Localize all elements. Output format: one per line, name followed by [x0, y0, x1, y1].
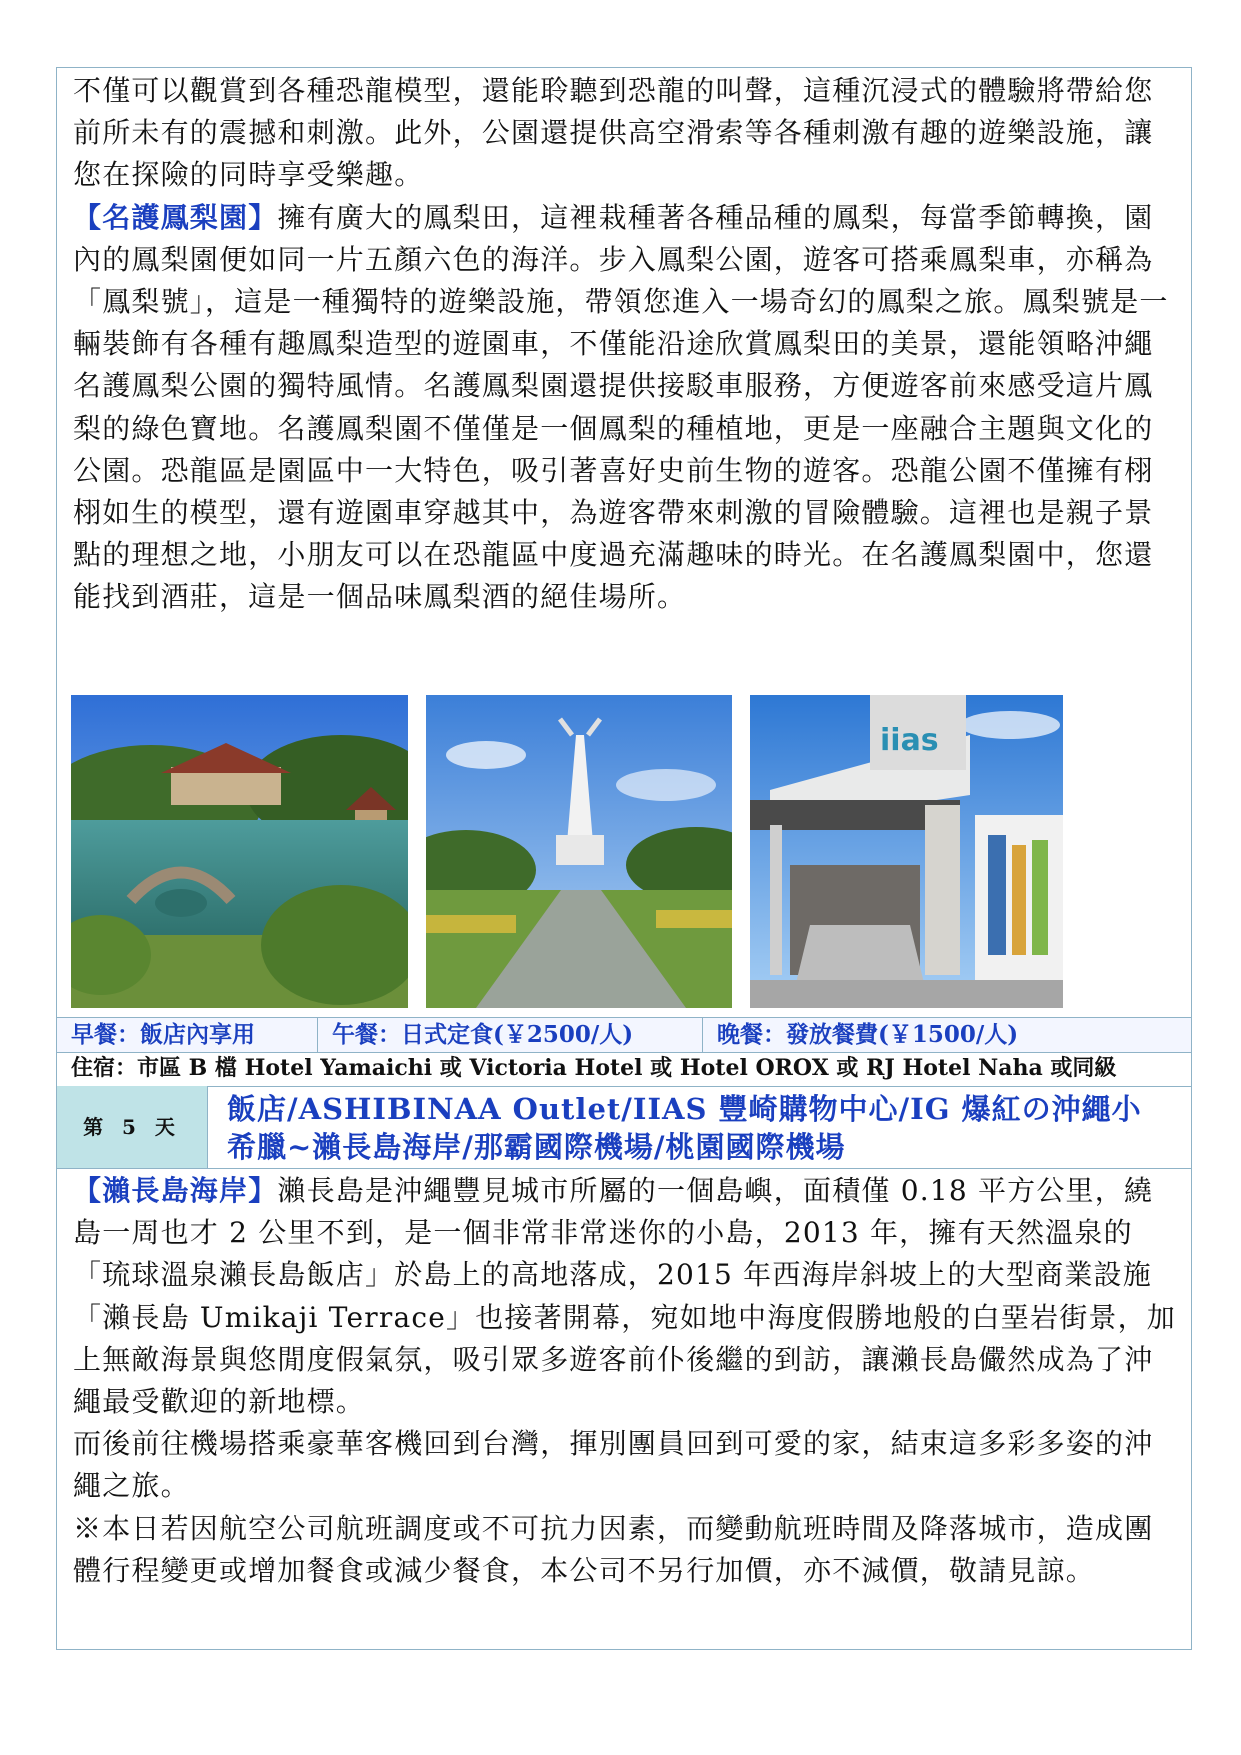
breakfast-cell: 早餐：飯店內享用	[71, 1021, 255, 1048]
day-label: 第 5 天	[57, 1086, 208, 1168]
day-route: 飯店/ASHIBINAA Outlet/IIAS 豐崎購物中心/IG 爆紅の沖繩小希臘~瀨長島海岸/那霸國際機場/桃園國際機場	[227, 1092, 1142, 1164]
itinerary-page	[56, 67, 1192, 1650]
lunch-cell: 午餐：日式定食(￥2500/人)	[317, 1018, 702, 1052]
bottom-text	[73, 1170, 1177, 1592]
intro-paragraph: 不僅可以觀賞到各種恐龍模型，還能聆聽到恐龍的叫聲，這種沉浸式的體驗將帶給您前所未有的震撼和刺激。此外，公園還提供高空滑索等各種刺激有趣的遊樂設施，讓您在探險的同時享受樂趣。	[73, 74, 1154, 192]
dinner-cell: 晚餐：發放餐費(￥1500/人)	[702, 1018, 1191, 1052]
nago-paragraph	[73, 197, 1177, 619]
notice-paragraph: ※本日若因航空公司航班調度或不可抗力因素，而變動航班時間及降落城市，造成團體行程變更或增加餐食或減少餐食，本公司不另行加價，亦不減價，敬請見諒。	[73, 1511, 1154, 1587]
senaga-body: 瀨長島是沖繩豐見城市所屬的一個島嶼，面積僅 0.18 平方公里，繞島一周也才 2 公里不到，是一個非常非常迷你的小島，2013 年，擁有天然溫泉的「琉球溫泉瀨長島飯店」於島上的高地落成，2015 年西海岸斜坡上的大型商業設施「瀨長島 Umikaji Terrace」也接著開幕，宛如地中海度假勝地般的白堊岩街景，加上無敵海景與悠閒度假氣氛，吸引眾多遊客前仆後繼的到訪，讓瀨長島儼然成為了沖繩最受歡迎的新地標。	[73, 1174, 1176, 1419]
meal-row	[57, 1017, 1191, 1053]
nago-title: 【名護鳳梨園】	[73, 200, 278, 234]
photo-row	[71, 695, 1177, 1008]
top-text	[73, 70, 1177, 619]
garden-pond-photo	[71, 695, 408, 1008]
iias-mall-photo	[750, 695, 1063, 1008]
senaga-paragraph	[73, 1170, 1177, 1423]
nago-body: 擁有廣大的鳳梨田，這裡栽種著各種品種的鳳梨，每當季節轉換，園內的鳳梨園便如同一片五顏六色的海洋。步入鳳梨公園，遊客可搭乘鳳梨車，亦稱為「鳳梨號」，這是一種獨特的遊樂設施，帶領您進入一場奇幻的鳳梨之旅。鳳梨號是一輛裝飾有各種有趣鳳梨造型的遊園車，不僅能沿途欣賞鳳梨田的美景，還能領略沖繩名護鳳梨公園的獨特風情。名護鳳梨園還提供接駁車服務，方便遊客前來感受這片鳳梨的綠色寶地。名護鳳梨園不僅僅是一個鳳梨的種植地，更是一座融合主題與文化的公園。恐龍區是園區中一大特色，吸引著喜好史前生物的遊客。恐龍公園不僅擁有栩栩如生的模型，還有遊園車穿越其中，為遊客帶來刺激的冒險體驗。這裡也是親子景點的理想之地，小朋友可以在恐龍區中度過充滿趣味的時光。在名護鳳梨園中，您還能找到酒莊，這是一個品味鳳梨酒的絕佳場所。	[73, 200, 1169, 614]
iias-sign-text: iias	[880, 723, 939, 758]
return-paragraph: 而後前往機場搭乘豪華客機回到台灣，揮別團員回到可愛的家，結束這多彩多姿的沖繩之旅。	[73, 1427, 1154, 1503]
hotel-row: 住宿：市區 B 檔 Hotel Yamaichi 或 Victoria Hotel 或 Hotel OROX 或 RJ Hotel Naha 或同級	[57, 1051, 1191, 1087]
peace-memorial-photo	[426, 695, 732, 1008]
day-header	[57, 1086, 1191, 1169]
senaga-title: 【瀨長島海岸】	[73, 1174, 278, 1207]
